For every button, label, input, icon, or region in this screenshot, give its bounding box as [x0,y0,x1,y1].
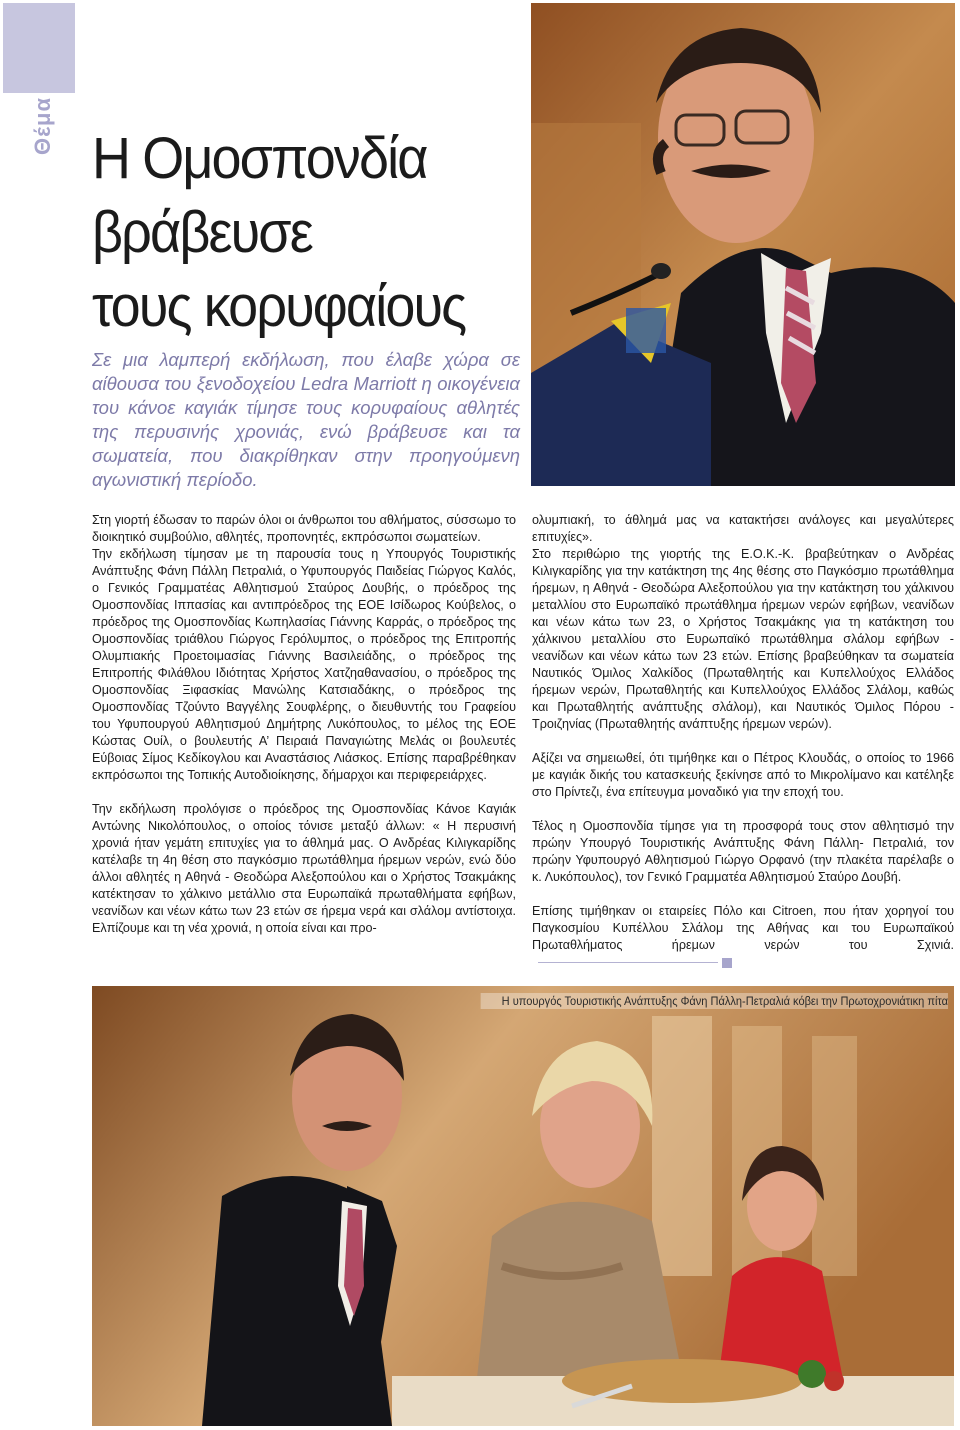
photo-caption: Η υπουργός Τουριστικής Ανάπτυξης Φάνη Πάλλη-Πετραλιά κόβει την Πρωτοχρονιάτικη πίτα [481,993,948,1009]
paragraph-text: Επίσης τιμήθηκαν οι εταιρείες Πόλο και Citroen, που ήταν χορηγοί του Παγκοσμίου Κυπέλλου Σλάλομ της Αθήνας και του Ευρωπαϊκού Πρωταθλήματος ήρεμων νερών του Σχινιά. [532,904,954,952]
paragraph: Αξίζει να σημειωθεί, ότι τιμήθηκε και ο Πέτρος Κλουδάς, ο οποίος το 1966 με καγιάκ δικής του κατασκευής ξεκίνησε από το Μικρολίμανο και κατέληξε στο Πρίντεζι, ένα επίτευγμα μοναδικό για την εποχή του. [532,751,954,799]
photo-cake-cutting [92,986,954,1426]
paragraph: Την εκδήλωση προλόγισε ο πρόεδρος της Ομοσπονδίας Κάνοε Καγιάκ Αντώνης Νικολόπουλος, ο οποίος τόνισε μεταξύ άλλων: « Η περυσινή χρονιά ήταν γεμάτη επιτυχίες για το άθλημά μας. Ο Ανδρέας Κιλιγκαρίδης κατέλαβε τη 4η θέση στο παγκόσμιο πρωτάθλημα ήρεμων νερών, ενώ δύο άλλοι αθλητές η Αθηνά - Θεοδώρα Αλεξοπούλου και ο Χρήστος Τσακμάκης κατέκτησαν το χάλκινο μετάλλιο στα Ευρωπαϊκά πρωταθλήματα εφήβων, νεανίδων και νέων κάτω των 23 ετών σε ήρεμα νερά και σλάλομ αντίστοιχα. Ελπίζουμε και τη νέα χρονιά, η οποία είναι και προ- [92,802,516,935]
section-color-block [3,3,75,93]
article-column-2 [532,512,954,971]
paragraph-last [532,903,954,971]
article-headline [92,122,522,344]
headline-line-3: τους κορυφαίους [92,274,466,339]
article-column-1 [92,512,516,937]
photo-speaker-at-podium [531,3,955,486]
standfirst: Σε μια λαμπερή εκδήλωση, που έλαβε χώρα σε αίθουσα του ξενοδοχείου Ledra Marriott η οικογένεια του κάνοε καγιάκ τίμησε τους κορυφαίους αθλητές της περυσινής χρονιάς, ενώ βράβευσε και τα σωματεία, που διακρίθηκαν στην προηγούμενη αγωνιστική περίοδο. [92,349,520,490]
headline-line-1: Η Ομοσπονδία [92,126,427,191]
headline-line-2: βράβευσε [92,200,312,265]
paragraph: ολυμπιακή, το άθλημά μας να κατακτήσει ανάλογες και μεγαλύτερες επιτυχίες». [532,513,954,544]
paragraph: Στη γιορτή έδωσαν το παρών όλοι οι άνθρωποι του αθλήματος, σύσσωμο το διοικητικό συμβούλιο, αθλητές, προπονητές, εκπρόσωποι σωματείων. [92,513,516,544]
paragraph: Την εκδήλωση τίμησαν με τη παρουσία τους η Υπουργός Τουριστικής Ανάπτυξης Φάνη Πάλλη Πετραλιά, ο Υφυπουργός Παιδείας Γιώργος Καλός, ο Γενικός Γραμματέας Αθλητισμού Σταύρος Δουβής, ο πρόεδρος της Ομοσπονδίας Ιππασίας και αντιπρόεδρος της ΕΟΕ Ισίδωρος Κούβελος, ο πρόεδρος της Ομοσπονδίας Κωπηλασίας Γιάννης Καρράς, ο πρόεδρος της Ομοσπονδίας τριάθλου Γιώργος Γερόλυμπος, ο πρόεδρος της Επιτροπής Ολυμπιακής Προετοιμασίας Γιάννης Βασιλειάδης, ο πρόεδρος της Επιτροπής Φιλάθλου Ιδιότητας Χρήστος Χατζηαθανασίου, ο πρόεδρος της Ομοσπονδίας Ξιφασκίας Μανώλης Κατσιαδάκης, ο πρόεδρος της Ομοσπονδίας Τζούντο Βαγγέλης Σουφλέρης, ο διευθυντής του Γραφείου του Υφυπουργού Αθλητισμού Δημήτρης Λυκόπουλος, το μέλος της ΕΟΕ Κώστας Ουίλ, ο βουλευτής Α’ Πειραιά Παναγιώτης Μελάς οι βουλευτές Εύβοιας Σίμος Κεδίκογλου και Αναστάσιος Λιάσκος. Επίσης παραβρέθηκαν εκπρόσωποι της Τοπικής Αυτοδιοίκησης, δήμαρχοι και περιφερειάρχες. [92,547,516,782]
paragraph: Στο περιθώριο της γιορτής της Ε.Ο.Κ.-Κ. βραβεύτηκαν ο Ανδρέας Κιλιγκαρίδης για την κατάκτηση της 4ης θέσης στο Παγκόσμιο πρωτάθλημα ήρεμων, η Αθηνά - Θεοδώρα Αλεξοπούλου για την κατάκτηση του χάλκινου μεταλλίου στο Ευρωπαϊκό πρωτάθλημα ήρεμων νερών εφήβων, νεανίδων και νέων κάτω των 23, ο Χρήστος Τσακμάκης για τη κατάκτηση του χάλκινου μεταλλίου στο Ευρωπαϊκό πρωτάθλημα σλάλομ εφήβων - νεανίδων και νέων κάτω των 23 ετών. Επίσης βραβεύθηκαν τα σωματεία Ναυτικός Όμιλος Χαλκίδος (Πρωταθλητής και Κυπελλούχος Ελλάδος ήρεμων νερών, Πρωταθλητής και Κυπελλούχος Ελλάδος Σλάλομ, καθώς και Πρωταθλητής ανάπτυξης σλάλομ), και Ναυτικός Όμιλος Πόρου - Τροιζηνίας (Πρωταθλητής ανάπτυξης ήρεμων νερών). [532,547,954,731]
section-label: Θέμα [30,96,55,156]
paragraph: Τέλος η Ομοσπονδία τίμησε για τη προσφορά τους στον αθλητισμό την πρώην Υπουργό Τουριστικής Ανάπτυξης Φάνη Πάλλη- Πετραλιά, τον πρώην Υφυπουργό Αθλητισμού Γιώργο Ορφανό (την πλακέτα παρέλαβε ο κ. Λυκόπουλος), τον Γενικό Γραμματέα Αθλητισμού Σταύρο Δουβή. [532,819,954,884]
end-square-icon [722,958,732,968]
end-rule [538,962,718,963]
